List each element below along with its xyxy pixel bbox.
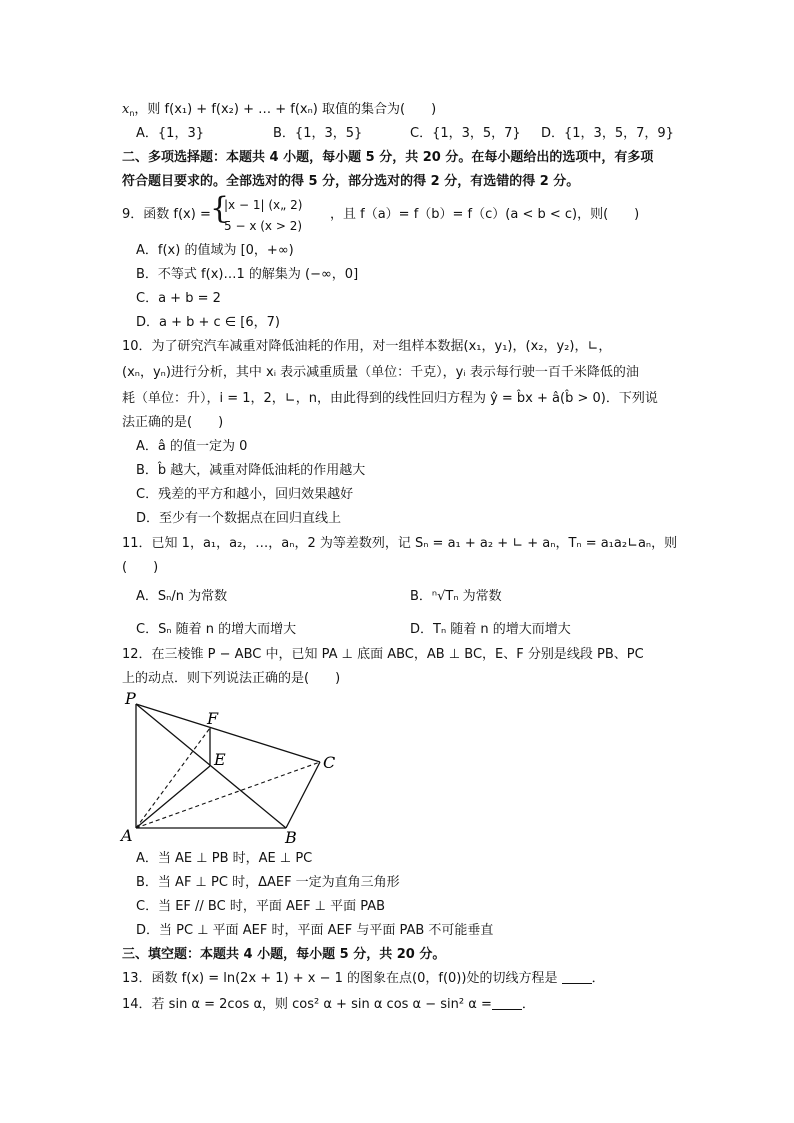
q10-option-d: D．至少有一个数据点在回归直线上 [136, 511, 342, 526]
label-B: B [285, 828, 297, 847]
label-P: P [125, 689, 136, 708]
q12-tetrahedron-figure [115, 688, 355, 848]
q10-option-b: B．b̂ 越大，减重对降低油耗的作用越大 [136, 463, 366, 478]
q11-option-a: A．Sₙ/n 为常数 [136, 589, 228, 604]
q11-option-d: D．Tₙ 随着 n 的增大而增大 [410, 622, 571, 637]
q12-option-b: B．当 AF ⊥ PC 时，ΔAEF 一定为直角三角形 [136, 875, 400, 890]
q9-stem: 9．函数 f(x) = [122, 207, 211, 222]
q9-option-c: C．a + b = 2 [136, 291, 221, 306]
q9-option-a: A．f(x) 的值域为 [0，+∞) [136, 243, 294, 258]
q8-option-d: D．{1，3，5，7，9} [541, 126, 674, 141]
q12-option-d: D．当 PC ⊥ 平面 AEF 时，平面 AEF 与平面 PAB 不可能垂直 [136, 923, 494, 938]
q12-line2: 上的动点．则下列说法正确的是( ) [122, 671, 341, 686]
q14-answer-blank [492, 997, 522, 1010]
q9-case1: |x − 1| (x„ 2) [224, 198, 303, 212]
q10-option-c: C．残差的平方和越小，回归效果越好 [136, 487, 354, 502]
q10-option-a: A．â 的值一定为 0 [136, 439, 248, 454]
q13-answer-blank [562, 971, 592, 984]
q9-case2: 5 − x (x > 2) [224, 219, 303, 233]
label-C: C [323, 753, 336, 772]
q11-option-c: C．Sₙ 随着 n 的增大而增大 [136, 622, 297, 637]
label-A: A [121, 826, 133, 845]
q9-brace: { [210, 191, 230, 226]
q10-line2: (xₙ，yₙ)进行分析，其中 xᵢ 表示减重质量（单位：千克），yᵢ 表示每行驶一百千米降低的油 [122, 365, 639, 380]
section3-heading: 三、填空题：本题共 4 小题，每小题 5 分，共 20 分。 [122, 947, 446, 962]
dashed-AF [136, 728, 210, 828]
q8-stem: $x_n$，则 f(x₁) + f(x₂) + … + f(xₙ) 取值的集合为( ) [122, 102, 437, 118]
q11-option-b: B．ⁿ√Tₙ 为常数 [410, 589, 502, 604]
q11-line1: 11．已知 1，a₁，a₂，…，aₙ，2 为等差数列，记 Sₙ = a₁ + a₂ + ∟ + aₙ，Tₙ = a₁a₂∟aₙ，则 [122, 536, 678, 551]
q13: 13．函数 f(x) = ln(2x + 1) + x − 1 的图象在点(0，f(0))处的切线方程是 ． [122, 971, 605, 986]
section2-heading-line1: 二、多项选择题：本题共 4 小题，每小题 5 分，共 20 分。在每小题给出的选项中，有多项 [122, 150, 654, 165]
edge-PC [136, 704, 320, 762]
dashed-AC [136, 762, 320, 828]
q10-line4: 法正确的是( ) [122, 415, 224, 430]
q8-option-c: C．{1，3，5，7} [410, 126, 521, 141]
q12-option-c: C．当 EF // BC 时，平面 AEF ⊥ 平面 PAB [136, 899, 386, 914]
q10-line1: 10．为了研究汽车减重对降低油耗的作用，对一组样本数据(x₁，y₁)，(x₂，y₂)，∟， [122, 339, 612, 354]
segment-AE [136, 766, 210, 828]
q8-option-b: B．{1，3，5} [273, 126, 363, 141]
section2-heading-line2: 符合题目要求的。全部选对的得 5 分，部分选对的得 2 分，有选错的得 2 分。 [122, 174, 580, 189]
q9-stem-post: ，且 f（a）= f（b）= f（c）(a < b < c)，则( ) [330, 207, 640, 222]
q12-option-a: A．当 AE ⊥ PB 时，AE ⊥ PC [136, 851, 313, 866]
q9-option-d: D．a + b + c ∈ [6，7) [136, 315, 280, 330]
q8-option-a: A．{1，3} [136, 126, 204, 141]
q11-line2: ( ) [122, 560, 159, 575]
q9-option-b: B．不等式 f(x)…1 的解集为 (−∞，0] [136, 267, 359, 282]
q12-line1: 12．在三棱锥 P − ABC 中，已知 PA ⊥ 底面 ABC，AB ⊥ BC，E、F 分别是线段 PB、PC [122, 647, 644, 662]
q14: 14．若 sin α = 2cos α，则 cos² α + sin α cos α − sin² α = ． [122, 997, 535, 1012]
label-E: E [214, 750, 226, 769]
label-F: F [207, 709, 219, 728]
q10-line3: 耗（单位：升），i = 1，2，∟，n，由此得到的线性回归方程为 ŷ = b̂x + â(b̂ > 0)．下列说 [122, 391, 658, 406]
